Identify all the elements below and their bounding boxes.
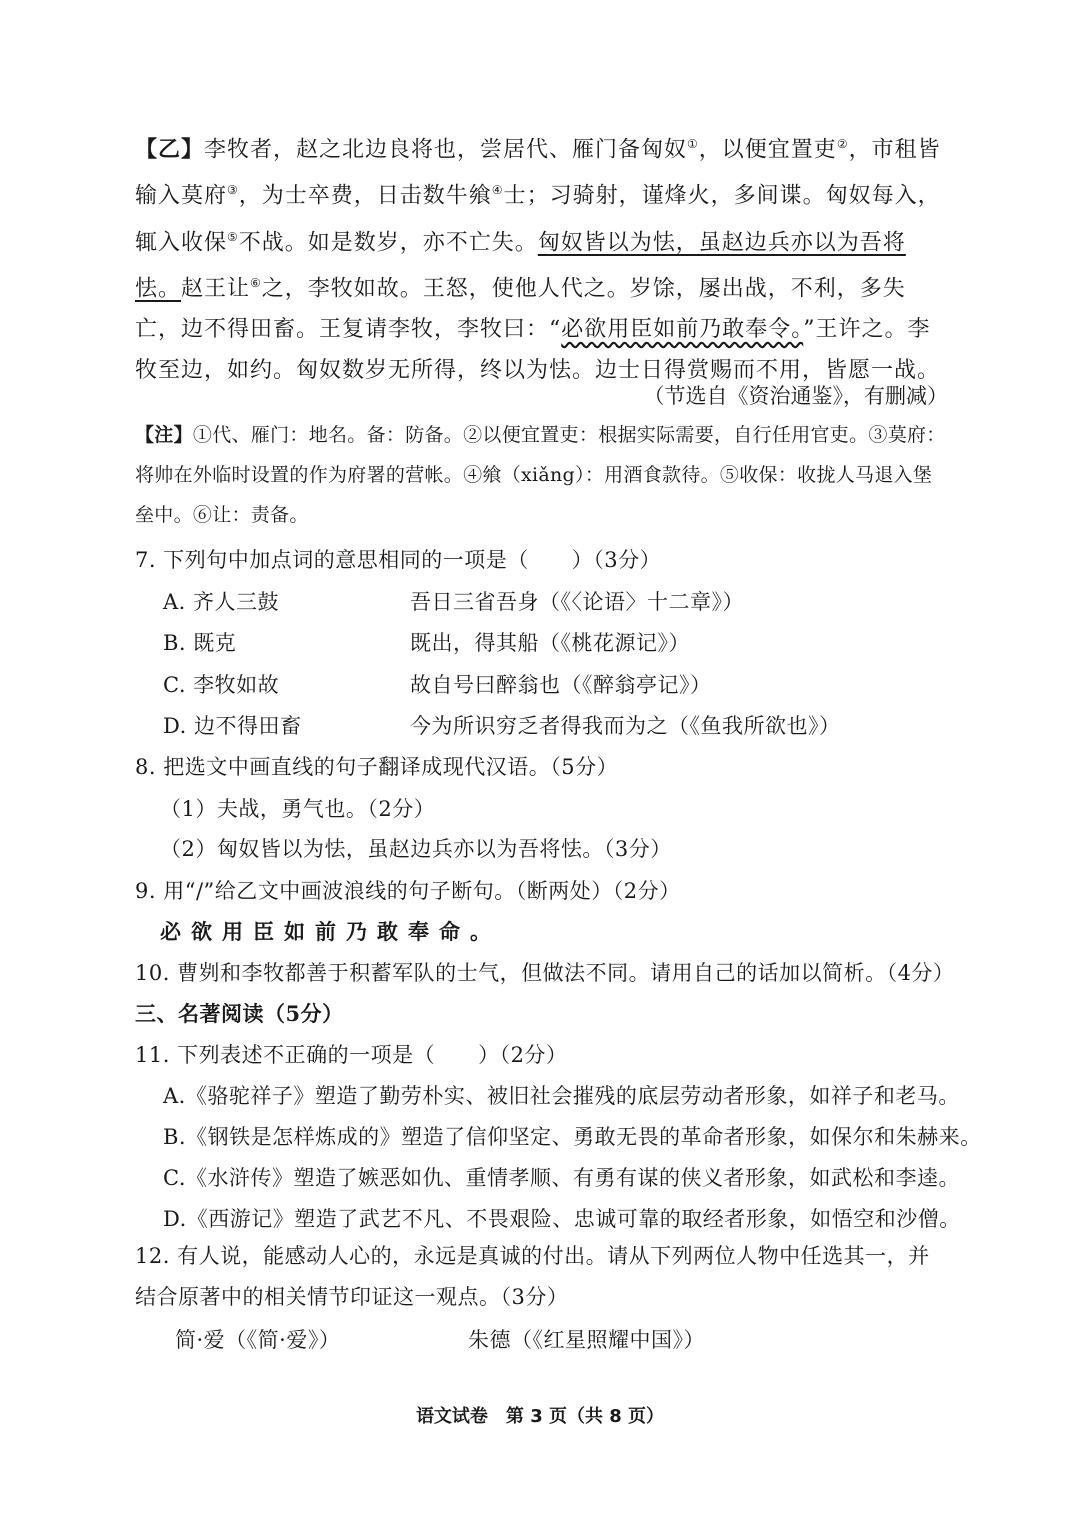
q7-option-b-right: 既出，得其船（《桃花源记》） [410, 631, 690, 655]
q7-option-a-left: A. 齐人三鼓 [163, 590, 280, 614]
question-11-stem: 11. 下列表述不正确的一项是（ ）（2分） [135, 1043, 568, 1067]
q11-option-b: B.《钢铁是怎样炼成的》塑造了信仰坚定、勇敢无畏的革命者形象，如保尔和朱赫来。 [163, 1125, 982, 1149]
q9-sentence: 必欲用臣如前乃敢奉命。 [160, 919, 501, 944]
question-10-stem: 10. 曹刿和李牧都善于积蓄军队的士气，但做法不同。请用自己的话加以简析。（4分） [135, 961, 955, 985]
annotation-note: 【注】①代、雁门：地名。备：防备。②以便宜置吏：根据实际需要，自行任用官吏。③莫府：将帅在外临时设置的作为府署的营帐。④飨（xiǎng）：用酒食款待。⑤收保：收拢人马退入堡垒中。⑥让：责备。 [135, 424, 946, 526]
q8-item-2: （2）匈奴皆以为怯，虽赵边兵亦以为吾将怯。（3分） [160, 837, 672, 861]
q8-item-1: （1）夫战，勇气也。（2分） [160, 797, 436, 821]
q7-option-b-left: B. 既克 [163, 631, 237, 655]
passage-source: （节选自《资治通鉴》，有删减） [643, 384, 948, 408]
q11-option-a: A.《骆驼祥子》塑造了勤劳朴实、被旧社会摧残的底层劳动者形象，如祥子和老马。 [163, 1084, 960, 1108]
section-3-title: 三、名著阅读（5分） [135, 1001, 344, 1026]
wavy-sentence: 必欲用臣如前乃敢奉令。 [561, 317, 804, 343]
question-7-stem: 7. 下列句中加点词的意思相同的一项是（ ）（3分） [135, 548, 662, 572]
passage-yi: 【乙】李牧者，赵之北边良将也，尝居代、雁门备匈奴①，以便宜置吏②，市租皆输入莫府③，为士卒费，日击数牛飨④士；习骑射，谨烽火，多间谍。匈奴每入，辄入收保⑤不战。如是数岁，亦不亡失。匈奴皆以为怯，虽赵边兵亦以为吾将怯。赵王让⑥之，李牧如故。王怒，使他人代之。岁馀，屡出战，不利，多失亡，边不得田畜。王复请李牧，李牧曰：“必欲用臣如前乃敢奉令。”王许之。李牧至边，如约。匈奴数岁无所得，终以为怯。边士日得赏赐而不用，皆愿一战。 [135, 136, 941, 384]
question-8-stem: 8. 把选文中画直线的句子翻译成现代汉语。（5分） [135, 755, 619, 779]
q7-option-c-left: C. 李牧如故 [163, 673, 280, 697]
q11-option-d: D.《西游记》塑造了武艺不凡、不畏艰险、忠诚可靠的取经者形象，如悟空和沙僧。 [163, 1207, 961, 1231]
passage-tag: 【乙】 [135, 136, 205, 163]
question-9-stem: 9. 用“/”给乙文中画波浪线的句子断句。（断两处）（2分） [135, 879, 681, 903]
underlined-sentence: 匈奴皆以为怯，虽赵边兵亦以为吾将怯。 [135, 229, 906, 302]
note-label: 【注】 [135, 424, 193, 446]
q12-choice-2: 朱德（《红星照耀中国》） [468, 1328, 705, 1352]
q7-option-d-left: D. 边不得田畜 [163, 714, 302, 738]
q7-option-c-right: 故自号曰醉翁也（《醉翁亭记》） [410, 673, 712, 697]
q7-option-d-right: 今为所识穷乏者得我而为之（《鱼我所欲也》） [410, 714, 841, 738]
question-12-stem: 12. 有人说，能感动人心的，永远是真诚的付出。请从下列两位人物中任选其一，并结合原著中的相关情节印证这一观点。（3分） [135, 1244, 930, 1309]
q7-option-a-right: 吾日三省吾身（《〈论语〉十二章》） [410, 590, 744, 614]
q11-option-c: C.《水浒传》塑造了嫉恶如仇、重情孝顺、有勇有谋的侠义者形象，如武松和李逵。 [163, 1166, 960, 1190]
q12-choice-1: 简·爱（《简·爱》） [175, 1328, 341, 1352]
page-footer: 语文试卷 第 3 页（共 8 页） [415, 1406, 665, 1427]
